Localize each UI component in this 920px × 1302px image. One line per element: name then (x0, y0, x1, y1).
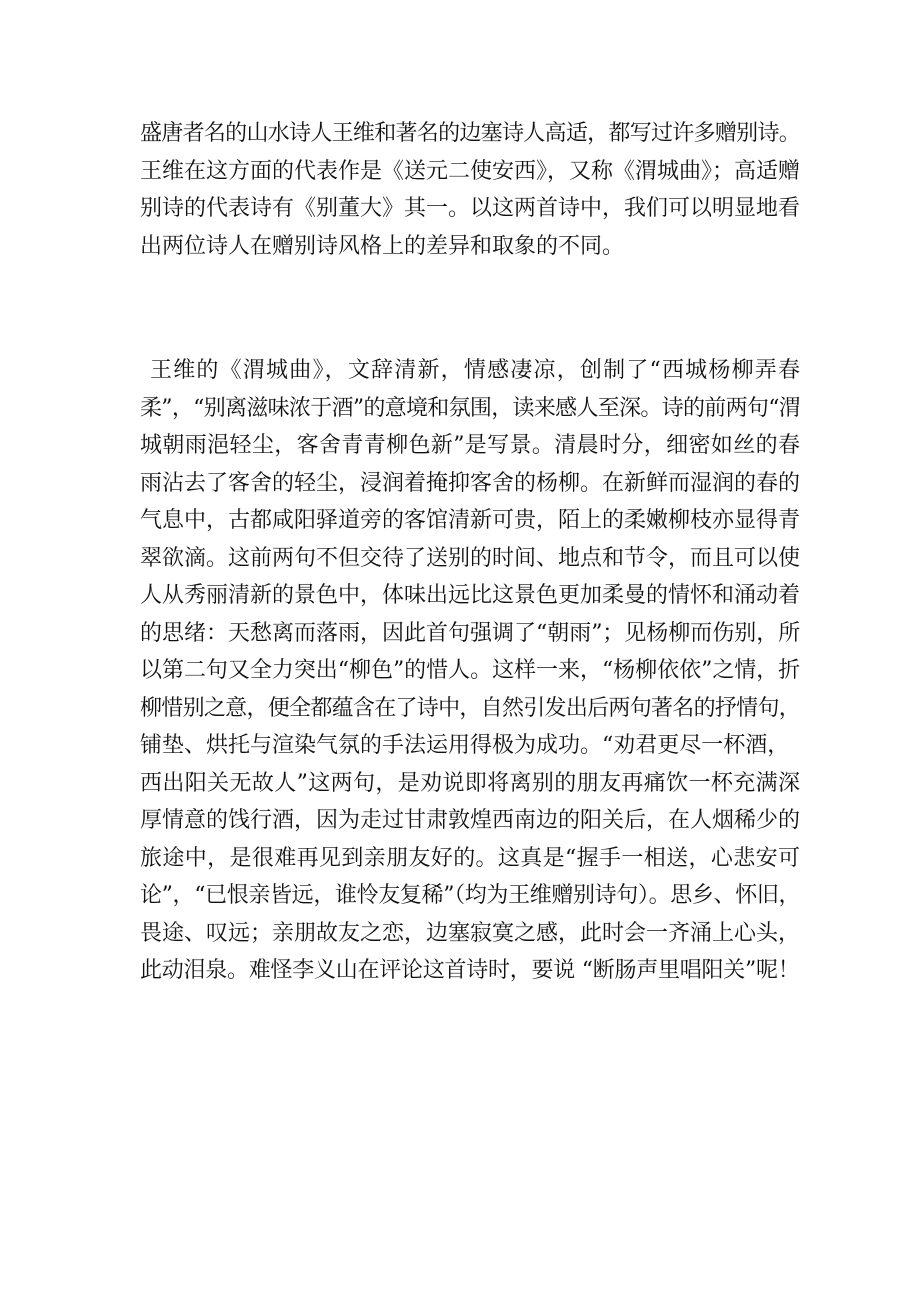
text-line: 论”，“已恨亲皆远，谁怜友复稀”（均为王维赠别诗句）。思乡、怀旧， (140, 883, 800, 908)
text-line: 此动泪泉。难怪李义山在评论这首诗时，要说 “断肠声里唱阳关”呢！ (140, 958, 800, 983)
text-line: 畏途、叹远；亲朋故友之恋，边塞寂寞之感，此时会一齐涌上心头， (140, 920, 801, 946)
text-line: 以第二句又全力突出“柳色”的惜人。这样一来，“杨柳依依”之情，折 (140, 658, 800, 683)
text-line: 别诗的代表诗有《别董大》其一。以这两首诗中，我们可以明显地看 (140, 196, 801, 221)
text-line: 王维的《渭城曲》，文辞清新，情感凄凉，创制了“西城杨柳弄春 (150, 358, 800, 383)
text-line: 铺垫、烘托与渲染气氛的手法运用得极为成功。“劝君更尽一杯酒， (140, 733, 790, 758)
text-line: 城朝雨浥轻尘，客舍青青柳色新”是写景。清晨时分，细密如丝的春 (140, 433, 800, 458)
text-line: 出两位诗人在赠别诗风格上的差异和取象的不同。 (140, 233, 625, 259)
text-line: 柔”，“别离滋味浓于酒”的意境和氛围，读来感人至深。诗的前两句“渭 (140, 395, 800, 421)
text-line: 柳惜别之意，便全都蕴含在了诗中，自然引发出后两句著名的抒情句， (140, 695, 800, 721)
text-line: 雨沾去了客舍的轻尘，浸润着掩抑客舍的杨柳。在新鲜而湿润的春的 (140, 470, 801, 496)
text-line: 气息中，古都咸阳驿道旁的客馆清新可贵，陌上的柔嫩柳枝亦显得青 (140, 508, 801, 533)
text-line: 旅途中，是很难再见到亲朋友好的。这真是“握手一相送，心悲安可 (140, 845, 800, 871)
text-line: 厚情意的饯行酒，因为走过甘肃敦煌西南边的阳关后，在人烟稀少的 (140, 808, 801, 833)
paragraph-intro (140, 115, 800, 265)
text-line: 人从秀丽清新的景色中，体味出远比这景色更加柔曼的情怀和涌动着 (140, 583, 801, 608)
text-line: 盛唐者名的山水诗人王维和著名的边塞诗人高适，都写过许多赠别诗。 (140, 121, 800, 146)
text-line: 翠欲滴。这前两句不但交待了送别的时间、地点和节令，而且可以使 (140, 545, 801, 571)
text-line: 的思绪：天愁离而落雨，因此首句强调了“朝雨”；见杨柳而伤别，所 (140, 620, 800, 646)
text-line: 王维在这方面的代表作是《送元二使安西》，又称《渭城曲》；高适赠 (140, 158, 801, 184)
paragraph-weicheng-analysis (140, 352, 800, 990)
text-line: 西出阳关无故人”这两句，是劝说即将离别的朋友再痛饮一杯充满深 (140, 770, 800, 796)
